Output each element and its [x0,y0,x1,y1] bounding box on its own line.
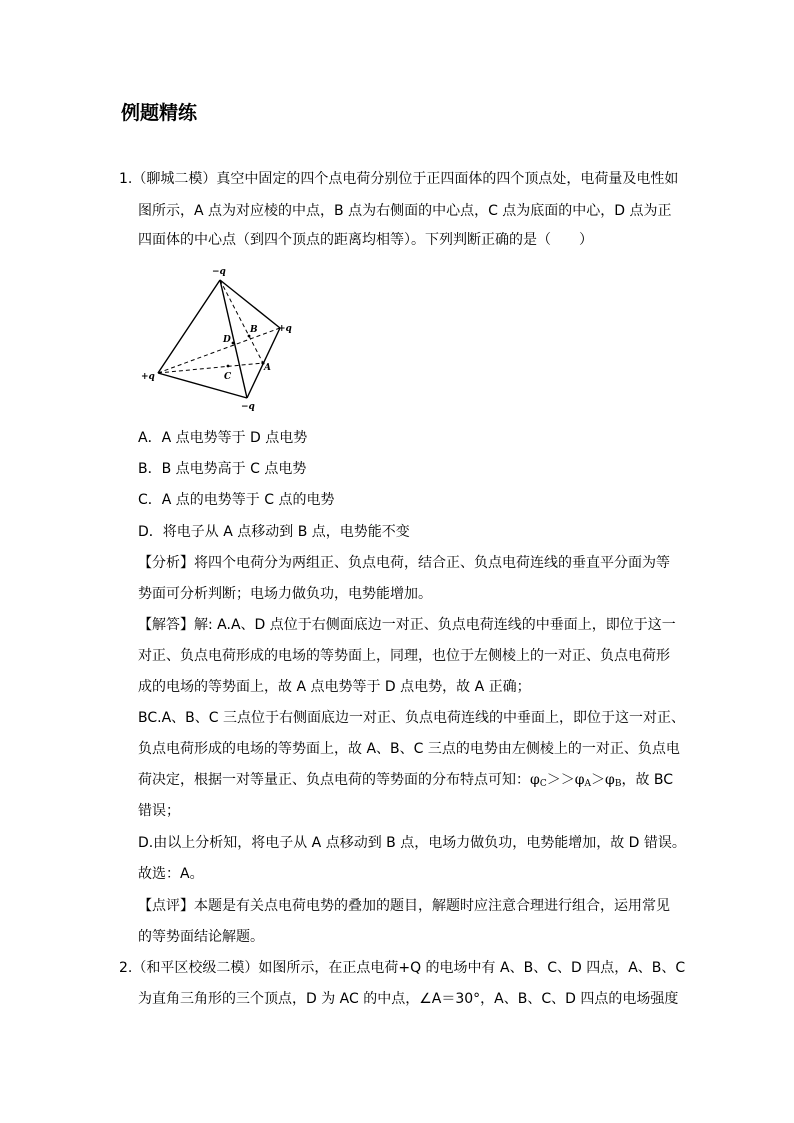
label-C: C [224,372,232,382]
option-a: A．A 点电势等于 D 点电势 [138,430,308,446]
solution-line-6-tail: ，故 BC [621,772,674,788]
q1-line-1: 1.（聊城二模）真空中固定的四个点电荷分别位于正四面体的四个顶点处，电荷量及电性如 [119,171,679,187]
phi-relation [530,772,621,788]
solution-line-8: D.由以上分析知，将电子从 A 点移动到 B 点，电场力做负功，电势能增加，故 D 错误。 [138,835,686,851]
edge-left-bottom [158,373,247,398]
point-D [232,342,235,345]
solution-line-9: 故选：A。 [138,866,204,882]
phi-symbol-c: φ [530,772,540,788]
section-heading: 例题精练 [121,102,198,124]
q1-line-3: 四面体的中心点（到四个顶点的距离均相等）。下列判断正确的是（ ） [138,232,593,248]
label-right-charge: +q [278,324,292,334]
label-left-charge: +q [141,372,155,382]
solution-line-6 [138,770,673,794]
phi-sub-c: C [539,779,547,789]
solution-line-5: 负点电荷形成的电场的等势面上，故 A、B、C 三点的电势由左侧棱上的一对正、负点电 [138,741,680,757]
edge-top-left [158,280,220,373]
option-d: D．将电子从 A 点移动到 B 点，电势能不变 [138,524,410,540]
solution-line-7: 错误； [138,803,180,819]
phi-op-2: ＞ [591,772,606,788]
q2-line-2: 为直角三角形的三个顶点，D 为 AC 的中点，∠A＝30°，A、B、C、D 四点的电场强度 [138,991,679,1007]
solution-line-6-text: 荷决定，根据一对等量正、负点电荷的等势面的分布特点可知： [138,772,530,788]
tetrahedron-figure [138,262,298,412]
q1-line-2: 图所示，A 点为对应棱的中点，B 点为右侧面的中心点，C 点为底面的中心，D 点为正 [138,203,672,219]
phi-sub-a: A [584,779,592,789]
label-bottom-charge: −q [241,402,255,412]
solution-line-2: 对正、负点电荷形成的电场的等势面上，同理，也位于左侧棱上的一对正、负点电荷形 [138,648,670,664]
phi-sub-b: B [614,779,622,789]
phi-symbol-a: φ [574,772,585,788]
option-c: C．A 点的电势等于 C 点的电势 [138,492,335,508]
median-top-A [220,280,263,363]
comment-line-2: 的等势面结论解题。 [138,929,264,945]
point-C [227,365,230,368]
solution-line-1: 【解答】解: A.A、D 点位于右侧面底边一对正、负点电荷连线的中垂面上，即位于这一 [138,617,676,633]
analysis-line-1: 【分析】将四个电荷分为两组正、负点电荷，结合正、负点电荷连线的垂直平分面为等 [138,555,670,571]
label-B: B [250,325,258,335]
phi-symbol-b: φ [605,772,615,788]
analysis-line-2: 势面可分析判断；电场力做负功，电势能增加。 [138,586,432,602]
comment-line-1: 【点评】本题是有关点电荷电势的叠加的题目，解题时应注意合理进行组合，运用常见 [138,898,670,914]
label-A: A [264,363,271,373]
label-D: D [223,335,231,345]
label-top-charge: −q [212,267,226,277]
median-left-A [158,363,263,373]
q2-line-1: 2.（和平区校级二模）如图所示，在正点电荷+Q 的电场中有 A、B、C、D 四点，A、B、C [119,960,686,976]
solution-line-3: 成的电场的等势面上，故 A 点电势等于 D 点电势，故 A 正确； [138,679,531,695]
point-B [248,335,251,338]
option-b: B．B 点电势高于 C 点电势 [138,461,307,477]
solution-line-4: BC.A、B、C 三点位于右侧面底边一对正、负点电荷连线的中垂面上，即位于这一对正、 [138,710,685,726]
phi-op-1: ＞＞ [546,772,575,788]
